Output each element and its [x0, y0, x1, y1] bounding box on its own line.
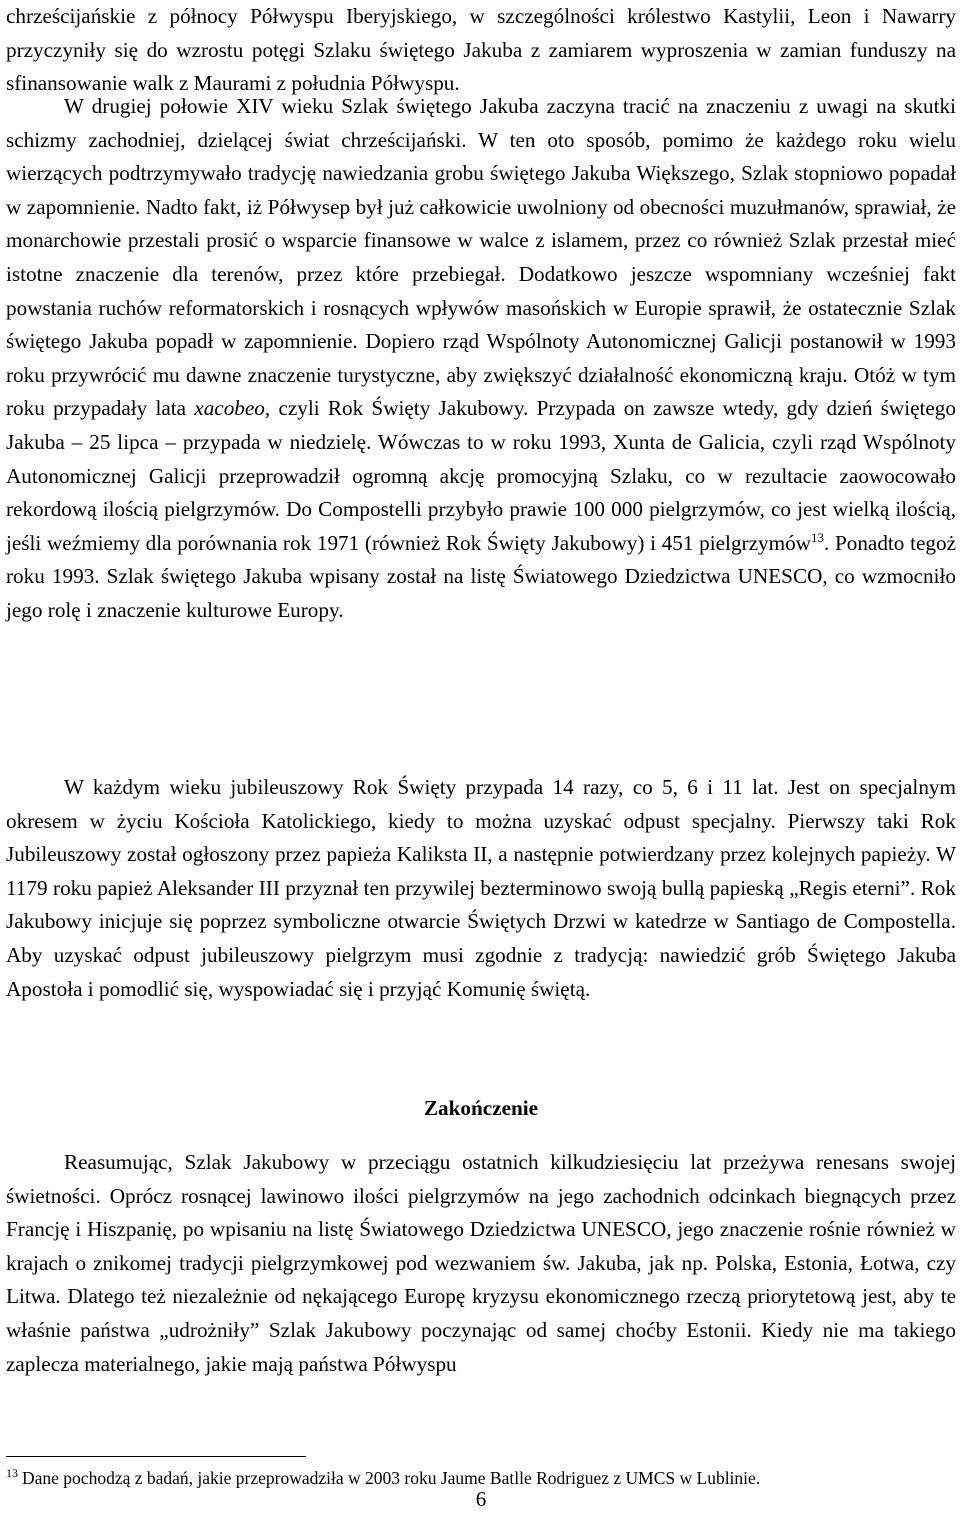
paragraph-text-part: , czyli Rok Święty Jakubowy. Przypada on zawsze wtedy, gdy dzień świętego Jakuba – 25 lipca – przypada w niedzielę. Wówczas to w roku 1993, Xunta de Galicia, czyli rząd Wspólnoty Autonomicznej Galicji przeprowadził ogromną akcję promocyjną Szlaku, co w rezultacie zaowocowało rekordową ilością pielgrzymów. Do Compostelli przybyło prawie 100 000 pielgrzymów, co jest wielką ilością, jeśli weźmiemy dla porównania rok 1971 (również Rok Święty Jakubowy) i 451 pielgrzymów: [6, 396, 956, 555]
paragraph-text-part: W drugiej połowie XIV wieku Szlak świętego Jakuba zaczyna tracić na znaczeniu z uwagi na skutki schizmy zachodniej, dzielącej świat chrześcijański. W ten oto sposób, pomimo że każdego roku wielu wierzących podtrzymywało tradycję nawiedzania grobu świętego Jakuba Większego, Szlak stopniowo popadał w zapomnienie. Nadto fakt, iż Półwysep był już całkowicie uwolniony od obecności muzułmanów, sprawiał, że monarchowie przestali prosić o wsparcie finansowe w walce z islamem, przez co również Szlak przestał mieć istotne znaczenie dla terenów, przez które przebiegał. Dodatkowo jeszcze wspomniany wcześniej fakt powstania ruchów reformatorskich i rosnących wpływów masońskich w Europie sprawił, że ostatecznie Szlak świętego Jakuba popadł w zapomnienie. Dopiero rząd Wspólnoty Autonomicznej Galicji postanowił w 1993 roku przywrócić mu dawne znaczenie turystyczne, aby zwiększyć działalność ekonomiczną kraju. Otóż w tym roku przypadały lata: [6, 94, 956, 421]
paragraph-continuation: chrześcijańskie z północy Półwyspu Iberyjskiego, w szczególności królestwo Kastylii, Leon i Nawarry przyczyniły się do wzrostu potęgi Szlaku świętego Jakuba z zamiarem wyproszenia w zamian funduszy na sfinansowanie walk z Maurami z południa Półwyspu.: [6, 4, 956, 96]
footnote-text: Dane pochodzą z badań, jakie przeprowadziła w 2003 roku Jaume Batlle Rodriguez z UMCS w Lublinie.: [22, 1468, 761, 1488]
paragraph-text-part: . Ponadto tegoż roku 1993. Szlak świętego Jakuba wpisany został na listę Światowego Dziedzictwa UNESCO, co wzmocniło jego rolę i znaczenie kulturowe Europy.: [6, 530, 956, 622]
paragraph-jubilee-year: W każdym wieku jubileuszowy Rok Święty przypada 14 razy, co 5, 6 i 11 lat. Jest on specjalnym okresem w życiu Kościoła Katolickiego, kiedy to można uzyskać odpust specjalny. Pierwszy taki Rok Jubileuszowy został ogłoszony przez papieża Kaliksta II, a następnie potwierdzany przez kolejnych papieży. W 1179 roku papież Aleksander III przyznał ten przywilej bezterminowo swoją bullą papieską „Regis eterni”. Rok Jakubowy inicjuje się poprzez symboliczne otwarcie Świętych Drzwi w katedrze w Santiago de Compostella. Aby uzyskać odpust jubileuszowy pielgrzym musi zgodnie z tradycją: nawiedzić grób Świętego Jakuba Apostoła i pomodlić się, wyspowiadać się i przyjąć Komunię świętą.: [6, 775, 956, 1001]
footnote-number: 13: [6, 1466, 18, 1481]
paragraph-decline-and-revival: [6, 90, 956, 628]
section-heading: Zakończenie: [423, 1096, 539, 1120]
page-number: 6: [475, 1487, 487, 1511]
paragraph-conclusion: Reasumując, Szlak Jakubowy w przeciągu ostatnich kilkudziesięciu lat przeżywa renesans swojej świetności. Oprócz rosnącej lawinowo ilości pielgrzymów na jego zachodnich odcinkach biegnących przez Francję i Hiszpanię, po wpisaniu na listę Światowego Dziedzictwa UNESCO, jego znaczenie rośnie również w krajach o znikomej tradycji pielgrzymkowej pod wezwaniem św. Jakuba, jak np. Polska, Estonia, Łotwa, czy Litwa. Dlatego też niezależnie od nękającego Europę kryzysu ekonomicznego rzeczą priorytetową jest, aby te właśnie państwa „udrożniły” Szlak Jakubowy poczynając od samej choćby Estonii. Kiedy nie ma takiego zaplecza materialnego, jakie mają państwa Półwyspu: [6, 1150, 956, 1376]
footnote-separator: [6, 1456, 306, 1457]
italic-term-xacobeo: xacobeo: [194, 396, 265, 421]
footnote-reference: 13: [810, 529, 824, 545]
